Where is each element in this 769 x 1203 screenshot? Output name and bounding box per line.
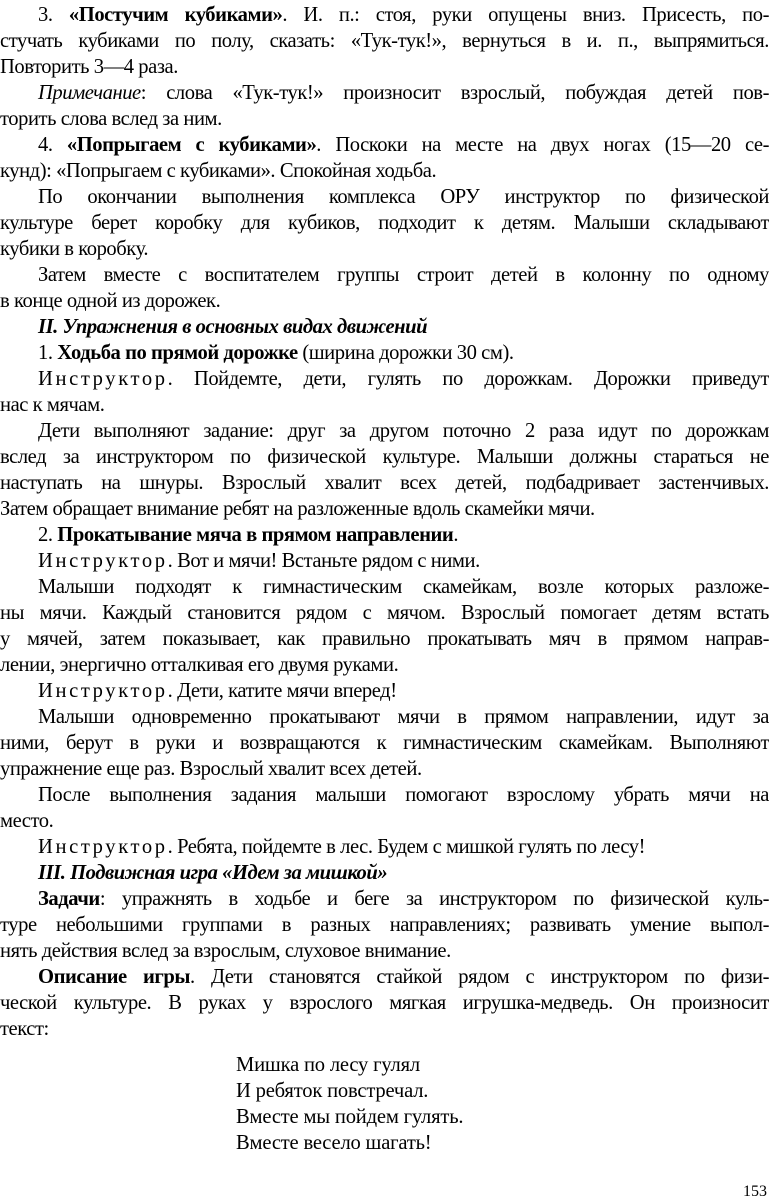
text-run: : слова «Тук-тук!» произносит взрослый, побуждая детей пов-: [140, 82, 769, 104]
bold-heading: «Постучим кубиками»: [68, 4, 283, 26]
page-number: 153: [743, 1183, 767, 1200]
bold-heading: Ходьба по прямой дорожке: [57, 342, 298, 364]
text-run: упражнение еще раз. Взрослый хвалит всех детей.: [0, 758, 422, 780]
text-run: 1.: [38, 342, 58, 364]
text-line: [0, 158, 769, 184]
text-run: место.: [0, 810, 54, 832]
text-line: [0, 418, 769, 444]
text-run: Затем вместе с воспитателем группы строит детей в колонну по одному: [38, 264, 769, 286]
text-run: . Ребята, пойдемте в лес. Будем с мишкой гулять по лесу!: [167, 836, 646, 858]
text-run: .: [453, 524, 459, 546]
text-run: (ширина дорожки 30 см).: [297, 342, 514, 364]
text-line: [0, 574, 769, 600]
text-run: . Дети становятся стайкой рядом с инструктором по физи-: [189, 966, 769, 988]
text-run: у мячей, затем показывает, как правильно прокатывать мяч в прямом направ-: [0, 628, 769, 650]
text-line: [0, 132, 769, 158]
text-run: Малыши подходят к гимнастическим скамейкам, возле которых разложе-: [38, 576, 769, 598]
text-run: . Дети, катите мячи вперед!: [167, 680, 397, 702]
text-line: [0, 496, 769, 522]
text-run: . И. п.: стоя, руки опущены вниз. Присесть, по-: [282, 4, 769, 26]
text-run: Повторить 3—4 раза.: [0, 56, 178, 78]
speaker-label: Инструктор: [38, 680, 168, 702]
text-run: Примечание: [38, 82, 141, 104]
text-run: : упражнять в ходьбе и беге за инструктором по физической куль-: [99, 888, 769, 910]
text-line: [0, 652, 769, 678]
text-run: наступать на шнуры. Взрослый хвалит всех детей, подбадривает застенчивых.: [0, 472, 769, 494]
bold-heading: «Попрыгаем с кубиками»: [66, 134, 317, 156]
text-run: ческой культуре. В руках у взрослого мягкая игрушка-медведь. Он произносит: [0, 992, 769, 1014]
text-line: [0, 860, 769, 886]
text-line: [0, 548, 769, 574]
text-line: [0, 600, 769, 626]
text-line: [0, 834, 769, 860]
text-line: [0, 782, 769, 808]
text-line: [0, 392, 769, 418]
text-line: [0, 808, 769, 834]
text-line: [0, 340, 769, 366]
text-line: [0, 262, 769, 288]
text-run: После выполнения задания малыши помогают взрослому убрать мячи на: [38, 784, 769, 806]
poem-line: Вместе весело шагать!: [236, 1132, 432, 1154]
text-run: Дети выполняют задание: друг за другом поточно 2 раза идут по дорожкам: [38, 420, 769, 442]
text-run: ними, берут в руки и возвращаются к гимнастическим скамейкам. Выполняют: [0, 732, 769, 754]
text-line: [0, 730, 769, 756]
poem-line: Мишка по лесу гулял: [236, 1054, 420, 1076]
text-run: . Вот и мячи! Встаньте рядом с ними.: [167, 550, 480, 572]
text-line: [0, 366, 769, 392]
text-run: По окончании выполнения комплекса ОРУ инструктор по физической: [38, 186, 769, 208]
text-line: [0, 210, 769, 236]
text-run: туре небольшими группами в разных направлениях; развивать умение выпол-: [0, 914, 769, 936]
text-line: [0, 912, 769, 938]
text-run: нять действия вслед за взрослым, слуховое внимание.: [0, 940, 451, 962]
text-line: [0, 236, 769, 262]
text-line: [0, 990, 769, 1016]
text-run: кубики в коробку.: [0, 238, 149, 260]
poem-line: И ребяток повстречал.: [236, 1080, 429, 1102]
text-run: . Поскоки на месте на двух ногах (15—20 се-: [316, 134, 769, 156]
text-run: 2.: [38, 524, 58, 546]
speaker-label: Инструктор: [38, 550, 168, 572]
text-line: [0, 756, 769, 782]
text-line: [0, 184, 769, 210]
bold-heading: Прокатывание мяча в прямом направлении: [57, 524, 454, 546]
text-line: [0, 106, 769, 132]
text-line: [0, 626, 769, 652]
text-run: Малыши одновременно прокатывают мячи в прямом направлении, идут за: [38, 706, 769, 728]
text-run: ны мячи. Каждый становится рядом с мячом. Взрослый помогает детям встать: [0, 602, 769, 624]
text-run: кунд): «Попрыгаем с кубиками». Спокойная ходьба.: [0, 160, 437, 182]
speaker-label: Инструктор: [38, 368, 168, 390]
text-line: [0, 704, 769, 730]
bold-heading: Описание игры: [38, 966, 190, 988]
poem-line: Вместе мы пойдем гулять.: [236, 1106, 464, 1128]
text-run: торить слова вслед за ним.: [0, 108, 222, 130]
text-line: [0, 28, 769, 54]
text-line: [0, 886, 769, 912]
text-line: [0, 2, 769, 28]
text-run: . Пойдемте, дети, гулять по дорожкам. Дорожки приведут: [167, 368, 769, 390]
text-line: [0, 938, 769, 964]
text-run: вслед за инструктором по физической культуре. Малыши должны стараться не: [0, 446, 769, 468]
text-run: лении, энергично отталкивая его двумя руками.: [0, 654, 399, 676]
text-run: 3.: [38, 4, 69, 26]
speaker-label: Инструктор: [38, 836, 168, 858]
text-line: [0, 1016, 769, 1042]
bold-heading: II. Упражнения в основных видах движений: [38, 316, 428, 338]
text-line: [0, 288, 769, 314]
text-line: [0, 470, 769, 496]
text-run: культуре берет коробку для кубиков, подходит к детям. Малыши складывают: [0, 212, 769, 234]
text-run: нас к мячам.: [0, 394, 105, 416]
text-line: [0, 522, 769, 548]
bold-heading: III. Подвижная игра «Идем за мишкой»: [38, 862, 388, 884]
text-line: [0, 80, 769, 106]
text-line: [0, 54, 769, 80]
text-line: [0, 314, 769, 340]
text-run: Затем обращает внимание ребят на разложенные вдоль скамейки мячи.: [0, 498, 595, 520]
text-run: 4.: [38, 134, 67, 156]
text-run: в конце одной из дорожек.: [0, 290, 221, 312]
bold-heading: Задачи: [38, 888, 100, 910]
text-line: [0, 678, 769, 704]
text-run: текст:: [0, 1018, 49, 1040]
text-line: [0, 964, 769, 990]
text-line: [0, 444, 769, 470]
text-run: стучать кубиками по полу, сказать: «Тук-тук!», вернуться в и. п., выпрямиться.: [0, 30, 769, 52]
